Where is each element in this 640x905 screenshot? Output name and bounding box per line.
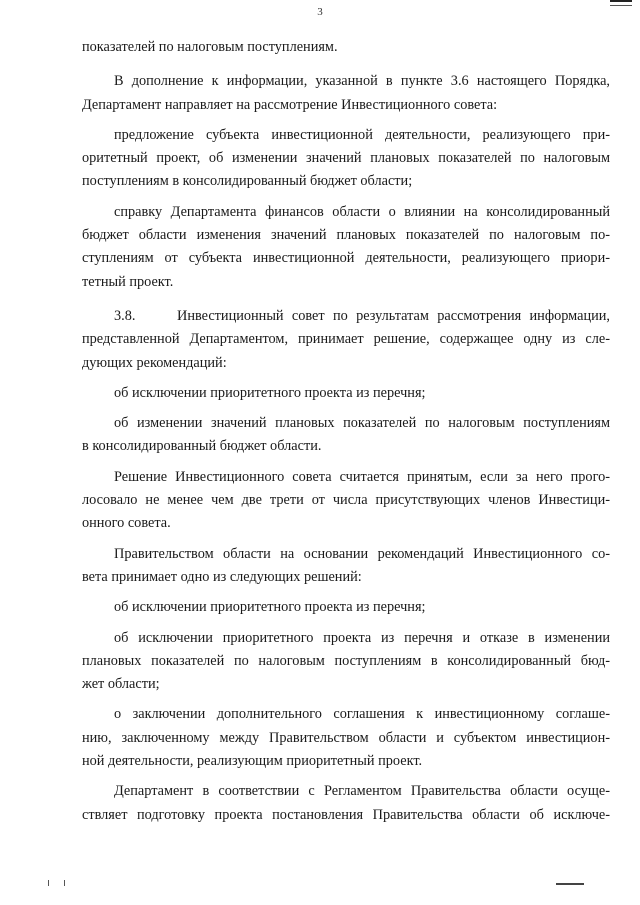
paragraph-line: справку Департамента финансов области о влиянии на консолидированный xyxy=(114,203,610,220)
list-item-line: о заключении дополнительного соглашения к инвестиционному соглаше- xyxy=(114,706,610,723)
paragraph-line: предложение субъекта инвестиционной деятельности, реализующего при- xyxy=(114,126,610,143)
paragraph-line: Решение Инвестиционного совета считается принятым, если за него прого- xyxy=(114,468,610,485)
section-heading-line: 3.8. Инвестиционный совет по результатам рассмотрения информации, xyxy=(114,307,610,324)
list-item-line: жет области; xyxy=(82,676,160,693)
paragraph-line: В дополнение к информации, указанной в пункте 3.6 настоящего Порядка, xyxy=(114,73,610,90)
paragraph-line: лосовало не менее чем две трети от числа присутствующих членов Инвестици- xyxy=(82,492,610,509)
list-item-line: об исключении приоритетного проекта из перечня; xyxy=(114,384,426,401)
list-item-line: об исключении приоритетного проекта из перечня и отказе в изменении xyxy=(114,629,610,646)
paragraph-line: Департамент в соответствии с Регламентом Правительства области осуще- xyxy=(114,783,610,800)
list-item-line: нию, заключенному между Правительством области и субъектом инвестицион- xyxy=(82,729,610,746)
paragraph-line: поступлениям в консолидированный бюджет области; xyxy=(82,173,413,190)
paragraph-line: представленной Департаментом, принимает решение, содержащее одну из сле- xyxy=(82,331,610,348)
scan-bottom-mark xyxy=(556,883,584,885)
paragraph-line: вета принимает одно из следующих решений: xyxy=(82,568,362,585)
list-item-line: ной деятельности, реализующим приоритетный проект. xyxy=(82,753,423,770)
list-item-line: об изменении значений плановых показателей по налоговым поступлениям xyxy=(114,415,610,432)
scan-tick-mark xyxy=(64,880,65,886)
body-text xyxy=(82,36,610,827)
paragraph-line: показателей по налоговым поступлениям. xyxy=(82,39,338,55)
scan-tick-mark xyxy=(48,880,49,886)
paragraph-line: ступлениям от субъекта инвестиционной деятельности, реализующего приори- xyxy=(82,250,610,267)
paragraph-line: бюджет области изменения значений плановых показателей по налоговым по- xyxy=(82,227,610,244)
paragraph-line: Правительством области на основании рекомендаций Инвестиционного со- xyxy=(114,545,610,562)
paragraph-line: оритетный проект, об изменении значений плановых показателей по налоговым xyxy=(82,150,610,167)
list-item-line: об исключении приоритетного проекта из перечня; xyxy=(114,599,426,616)
list-item-line: в консолидированный бюджет области. xyxy=(82,438,322,455)
list-item-line: плановых показателей по налоговым поступлениям в консолидированный бюд- xyxy=(82,652,610,669)
paragraph-line: Департамент направляет на рассмотрение Инвестиционного совета: xyxy=(82,96,498,113)
paragraph-line: дующих рекомендаций: xyxy=(82,354,227,371)
paragraph-line: тетный проект. xyxy=(82,273,174,290)
paragraph-line: онного совета. xyxy=(82,515,171,532)
paragraph-line: ствляет подготовку проекта постановления Правительства области об исключе- xyxy=(82,806,610,823)
page-number: 3 xyxy=(317,6,323,18)
